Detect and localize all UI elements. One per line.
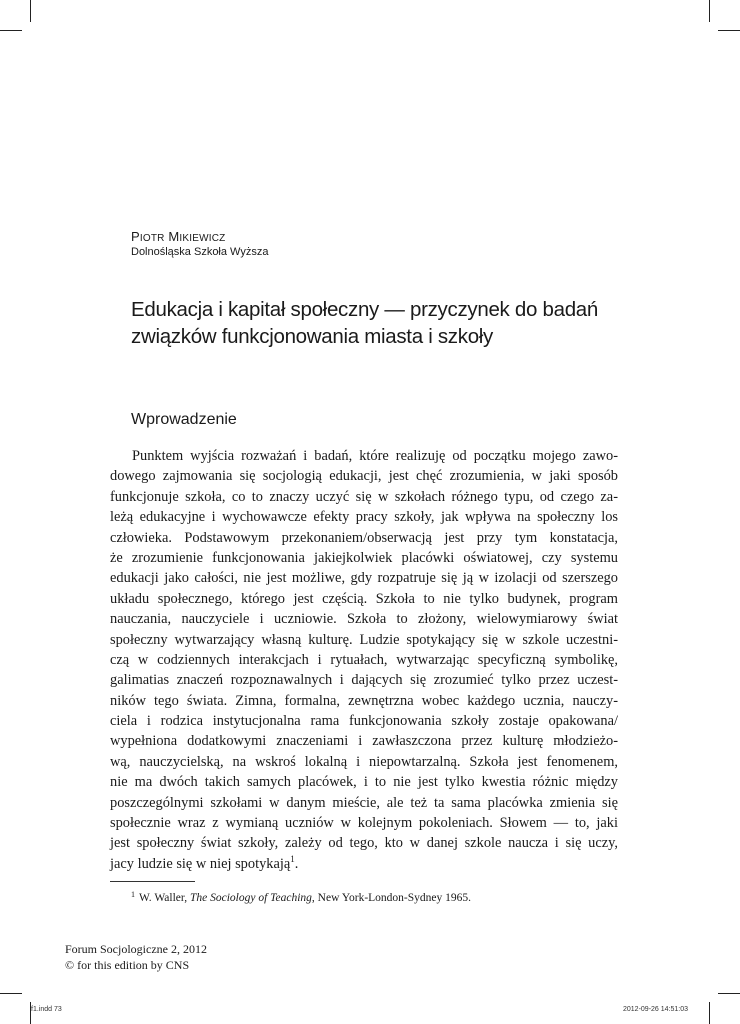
crop-mark — [718, 993, 740, 994]
paragraph-line: jest społeczny świat szkoły, zależy od tego, kto w danej szkole naucza i się uczy, — [110, 835, 618, 852]
paragraph-line: jacy ludzie się w niej spotykają$^1$. — [110, 853, 299, 872]
footnote-number: 1 — [131, 890, 135, 899]
journal-info — [65, 941, 207, 973]
author-name: PIOTR MIKIEWICZ — [131, 229, 226, 244]
book-title: The Sociology of Teaching — [190, 892, 312, 904]
title-line: Edukacja i kapitał społeczny — przyczynek do badań — [131, 298, 599, 321]
paragraph-line: nie ma dwóch takich samych placówek, i to nie jest tylko kwestia różnic między — [110, 774, 618, 791]
paragraph-line: poszczególnymi szkołami w danym mieście, ale też ta sama placówka zmienia się — [110, 794, 618, 811]
article-title — [131, 296, 631, 350]
paragraph-line: człowieka. Podstawowym przekonaniem/obserwacją jest przy tym konstatacja, — [110, 529, 618, 546]
footnote-reference[interactable]: 1 — [290, 853, 295, 864]
paragraph-line: leżą edukacyjne i wychowawcze efekty pracy szkoły, jak wpływa na społeczny los — [110, 509, 618, 526]
author-affiliation: Dolnośląska Szkoła Wyższa — [131, 246, 269, 258]
footnote-rule — [110, 881, 195, 882]
paragraph-line: nauczania, nauczyciele i uczniowie. Szkoła to złożony, wielowymiarowy świat — [110, 611, 618, 628]
paragraph-line: ników tego świata. Zimna, formalna, zewnętrzna wobec każdego ucznia, nauczy- — [110, 692, 618, 709]
crop-mark — [709, 1002, 710, 1024]
paragraph-line: ciela i rodzica instytucjonalna rama funkcjonowania szkoły zostaje opakowana/ — [110, 713, 618, 730]
paragraph-line: Punktem wyjścia rozważań i badań, które realizuję od początku mojego zawo- — [132, 448, 618, 464]
paragraph-line: wypełniona dodatkowymi znaczeniami i zawłaszczona przez kulturę młodzieżo- — [110, 733, 618, 750]
section-heading: Wprowadzenie — [131, 411, 237, 428]
paragraph-line: że zrozumienie funkcjonowania jakiejkolwiek placówki oświatowej, czy systemu — [110, 549, 618, 566]
crop-mark — [0, 30, 22, 31]
paragraph-line: układu społecznego, którego jest częścią. Szkoła to nie tylko budynek, program — [110, 590, 618, 607]
crop-mark — [30, 0, 31, 22]
paragraph-line: edukacji jako całości, nie jest możliwe, gdy rozpatruje się ją w izolacji od szerszego — [110, 570, 618, 587]
crop-mark — [709, 0, 710, 22]
print-timestamp: 2012-09-26 14:51:03 — [623, 1006, 688, 1013]
crop-mark — [0, 993, 22, 994]
paragraph-line: dowego zajmowania się socjologią edukacji, jest chęć zrozumienia, w jaki sposób — [110, 468, 618, 485]
paragraph-line: wą, nauczycielską, na wskroś lokalną i niepowtarzalną. Szkoła jest fenomenem, — [110, 753, 618, 770]
crop-mark — [718, 30, 740, 31]
journal-issue: Forum Socjologiczne 2, 2012 — [65, 942, 207, 956]
paragraph-line: czą w codziennych interakcjach i rytuałach, wytwarzając specyficzną symbolikę, — [110, 651, 618, 668]
paragraph-line: społeczny wytwarzający własną kulturę. Ludzie spotykający się w szkole uczestni- — [110, 631, 618, 648]
file-slug: f1.indd 73 — [31, 1006, 62, 1013]
copyright-line: © for this edition by CNS — [65, 958, 190, 972]
paragraph-line: społecznie wraz z wymianą uczniów w kolejnym pokoleniach. Słowem — to, jaki — [110, 815, 618, 832]
title-line: związków funkcjonowania miasta i szkoły — [131, 325, 494, 348]
paragraph-line: galimatias znaczeń rozpoznawalnych i dających się zrozumieć tylko przez uczest- — [110, 672, 618, 689]
paragraph-line: funkcjonuje szkoła, co to znaczy uczyć się w szkołach różnego typu, od czego za- — [110, 488, 618, 505]
body-paragraph — [110, 446, 618, 874]
footnote: $^1$ W. Waller, The Sociology of Teaching, New York-London-Sydney 1965. — [131, 890, 472, 904]
